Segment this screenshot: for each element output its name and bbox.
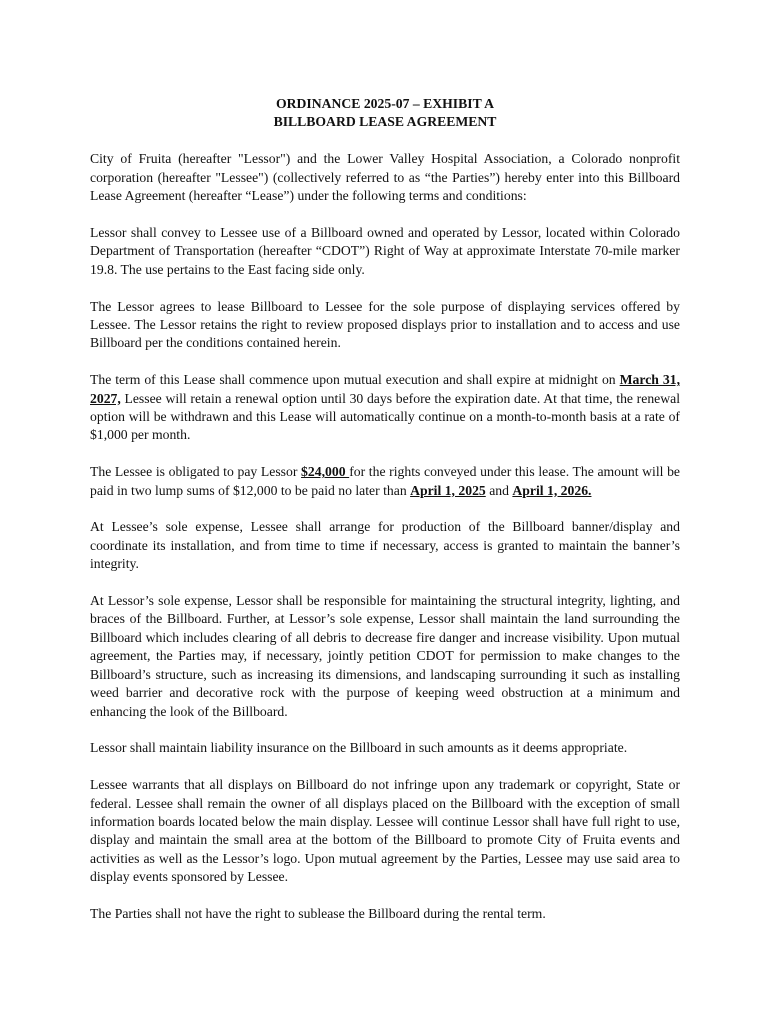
title-line-agreement: BILLBOARD LEASE AGREEMENT [273, 114, 497, 130]
paragraph-parties: City of Fruita (hereafter "Lessor") and the Lower Valley Hospital Association, a Colorado nonprofit corporation (hereafter "Lessee") (collectively referred to as “the Parties”) hereby enter into this Billboard Lease Agreement (hereafter “Lease”) under the following terms and conditions: [90, 151, 680, 204]
title-line-ordinance: ORDINANCE 2025-07 – EXHIBIT A [275, 96, 495, 111]
payment-date-2: April 1, 2026. [512, 482, 592, 498]
expiration-date: March 31, 2027, [90, 372, 680, 406]
paragraph-lease-purpose: The Lessor agrees to lease Billboard to Lessee for the sole purpose of displaying services offered by Lessee. The Lessor retains the right to review proposed displays prior to installation and to access and use Billboard per the conditions contained herein. [90, 298, 680, 351]
payment-amount: $24,000 [301, 464, 350, 480]
paragraph-lessor-expense: At Lessor’s sole expense, Lessor shall be responsible for maintaining the structural integrity, lighting, and braces of the Billboard. Further, at Lessor’s sole expense, Lessor shall maintain the land surrounding the Billboard which includes clearing of all debris to decrease fire danger and increase visibility. Upon mutual agreement, the Parties may, if necessary, jointly petition CDOT for permission to make changes to the Billboard’s structure, such as increasing its dimensions, and landscaping surrounding it such as installing weed barrier and decorative rock with the purpose of keeping weed obstruction at a minimum and enhancing the look of the Billboard. [90, 593, 680, 719]
payment-text-2: for the rights conveyed under this lease. The amount will be paid in two lump sums of $12,000 to be paid no later than [90, 464, 681, 498]
paragraph-sublease: The Parties shall not have the right to sublease the Billboard during the rental term. [90, 905, 546, 921]
term-text-1: The term of this Lease shall commence upon mutual execution and shall expire at midnight on [90, 372, 620, 388]
paragraph-payment [90, 463, 680, 500]
document-body [90, 95, 680, 923]
payment-text-3: and [485, 482, 513, 498]
payment-text-1: The Lessee is obligated to pay Lessor [90, 464, 302, 480]
term-text-2: Lessee will retain a renewal option until 30 days before the expiration date. At that time, the renewal option will be withdrawn and this Lease will automatically continue on a month-to-month basis at a rate of $1,000 per month. [90, 390, 680, 443]
document-title [90, 95, 680, 132]
paragraph-insurance: Lessor shall maintain liability insurance on the Billboard in such amounts as it deems appropriate. [90, 740, 628, 756]
paragraph-displays-warranty: Lessee warrants that all displays on Billboard do not infringe upon any trademark or copyright, State or federal. Lessee shall remain the owner of all displays placed on the Billboard with the exception of small information boards located below the main display. Lessee will continue Lessor shall have full right to use, display and maintain the small area at the bottom of the Billboard to promote City of Fruita events and activities as well as the Lessor’s logo. Upon mutual agreement by the Parties, Lessee may use said area to display events sponsored by Lessee. [90, 777, 680, 885]
paragraph-lease-term [90, 371, 680, 445]
paragraph-billboard-location: Lessor shall convey to Lessee use of a Billboard owned and operated by Lessor, located within Colorado Department of Transportation (hereafter “CDOT”) Right of Way at approximate Interstate 70-mile marker 19.8. The use pertains to the East facing side only. [90, 225, 680, 277]
payment-date-1: April 1, 2025 [410, 482, 486, 498]
paragraph-lessee-expense: At Lessee’s sole expense, Lessee shall arrange for production of the Billboard banner/display and coordinate its installation, and from time to time if necessary, access is granted to maintain the banner’s integrity. [90, 519, 680, 572]
